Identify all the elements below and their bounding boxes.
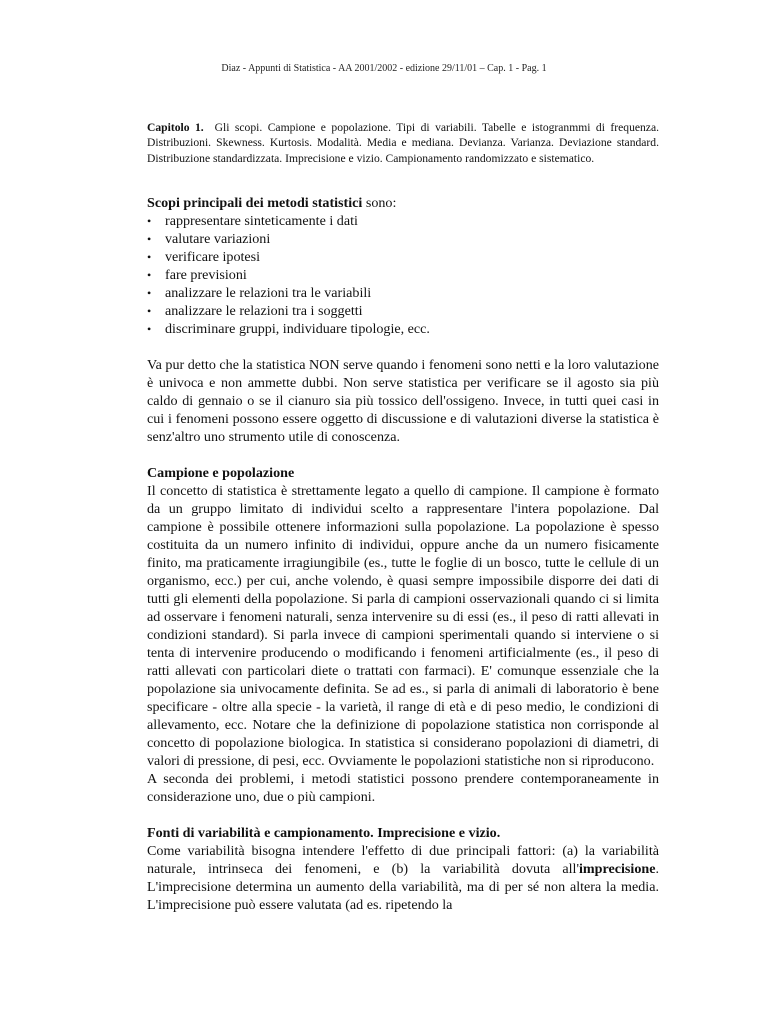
- scopi-paragraph: Va pur detto che la statistica NON serve quando i fenomeni sono netti e la loro valutazione è univoca e non ammette dubbi. Non serve statistica per verificare se il agosto sia più caldo di gennaio o se il cianuro sia più tossico dell'ossigeno. Invece, in tutti quei casi in cui i fenomeni possono essere oggetto di discussione e di valutazioni diverse la statistica è senz'altro uno strumento utile di conoscenza.: [147, 357, 659, 445]
- scopi-heading-text: Scopi principali dei metodi statistici: [147, 195, 363, 211]
- section-campione-heading: Campione e popolazione: [147, 465, 295, 481]
- list-item-text: rappresentare sinteticamente i dati: [165, 213, 358, 229]
- running-header: Diaz - Appunti di Statistica - AA 2001/2002 - edizione 29/11/01 – Cap. 1 - Pag. 1: [221, 63, 547, 74]
- section-scopi-heading: [147, 194, 659, 212]
- list-item: [147, 248, 659, 266]
- list-item-text: fare previsioni: [165, 267, 247, 283]
- bullet-icon: •: [147, 322, 152, 336]
- list-item-text: valutare variazioni: [165, 231, 271, 247]
- fonti-bold-term: imprecisione: [579, 861, 656, 877]
- list-item-text: analizzare le relazioni tra le variabili: [165, 285, 372, 301]
- campione-paragraph-2: A seconda dei problemi, i metodi statistici possono prendere contemporaneamente in considerazione uno, due o più campioni.: [147, 771, 659, 805]
- bullet-icon: •: [147, 304, 152, 318]
- list-item: [147, 320, 659, 338]
- list-item: [147, 302, 659, 320]
- chapter-summary-text: Gli scopi. Campione e popolazione. Tipi di variabili. Tabelle e istogranmmi di frequenza. Distribuzioni. Skewness. Kurtosis. Modalità. Media e mediana. Devianza. Varianza. Deviazione standard. Distribuzione standardizzata. Imprecisione e vizio. Campionamento randomizzato e sistematico.: [147, 121, 660, 165]
- bullet-icon: •: [147, 268, 152, 282]
- list-item-text: analizzare le relazioni tra i soggetti: [165, 303, 363, 319]
- bullet-icon: •: [147, 286, 152, 300]
- bullet-icon: •: [147, 214, 152, 228]
- fonti-text-before: Come variabilità bisogna intendere l'effetto di due principali fattori: (a) la variabilità naturale, intrinseca dei fenomeni, e (b) la variabilità dovuta all': [147, 843, 659, 877]
- chapter-summary: [147, 120, 659, 166]
- bullet-icon: •: [147, 232, 152, 246]
- list-item: [147, 266, 659, 284]
- fonti-text-after: . L'imprecisione determina un aumento della variabilità, ma di per sé non altera la media. L'imprecisione può essere valutata (ad es. ripetendo la: [147, 861, 659, 913]
- scopi-list: [147, 212, 659, 338]
- chapter-label: Capitolo 1.: [147, 121, 204, 134]
- campione-paragraph: Il concetto di statistica è strettamente legato a quello di campione. Il campione è formato da un gruppo limitato di individui scelto a rappresentare l'intera popolazione. Dal campione è possibile ottenere informazioni sulla popolazione. La popolazione è spesso costituita da un numero infinito di individui, oppure anche da un numero fisicamente finito, ma praticamente irragiungibile (es., tutte le foglie di un bosco, tutte le cellule di un organismo, ecc.) per cui, anche volendo, è quasi sempre impossibile disporre dei dati di tutti gli elementi della popolazione. Si parla di campioni osservazionali quando ci si limita ad osservare i fenomeni naturali, senza intervenire su di essi (es., il peso di ratti allevati in condizioni standard). Si parla invece di campioni sperimentali quando si interviene o si tenta di intervenire producendo o modificando i fenomeni artificialmente (es., il peso di ratti allevati con particolari diete o trattati con farmaci). E' comunque essenziale che la popolazione sia univocamente definita. Se ad es., si parla di animali di laboratorio è bene specificare - oltre alla specie - la varietà, il range di età e di peso medio, le condizioni di allevamento, ecc. Notare che la definizione di popolazione statistica non corrisponde al concetto di popolazione biologica. In statistica si considerano popolazioni di diametri, di valori di pressione, di pesi, ecc. Ovviamente le popolazioni statistiche non si riproducono.: [147, 483, 659, 769]
- list-item-text: discriminare gruppi, individuare tipologie, ecc.: [165, 321, 430, 337]
- main-text: [147, 194, 659, 914]
- list-item: [147, 230, 659, 248]
- list-item: [147, 284, 659, 302]
- fonti-paragraph: [147, 842, 659, 914]
- list-item: [147, 212, 659, 230]
- bullet-icon: •: [147, 250, 152, 264]
- scopi-heading-suffix: sono:: [362, 195, 397, 211]
- section-fonti-heading: Fonti di variabilità e campionamento. Imprecisione e vizio.: [147, 825, 501, 841]
- list-item-text: verificare ipotesi: [165, 249, 261, 265]
